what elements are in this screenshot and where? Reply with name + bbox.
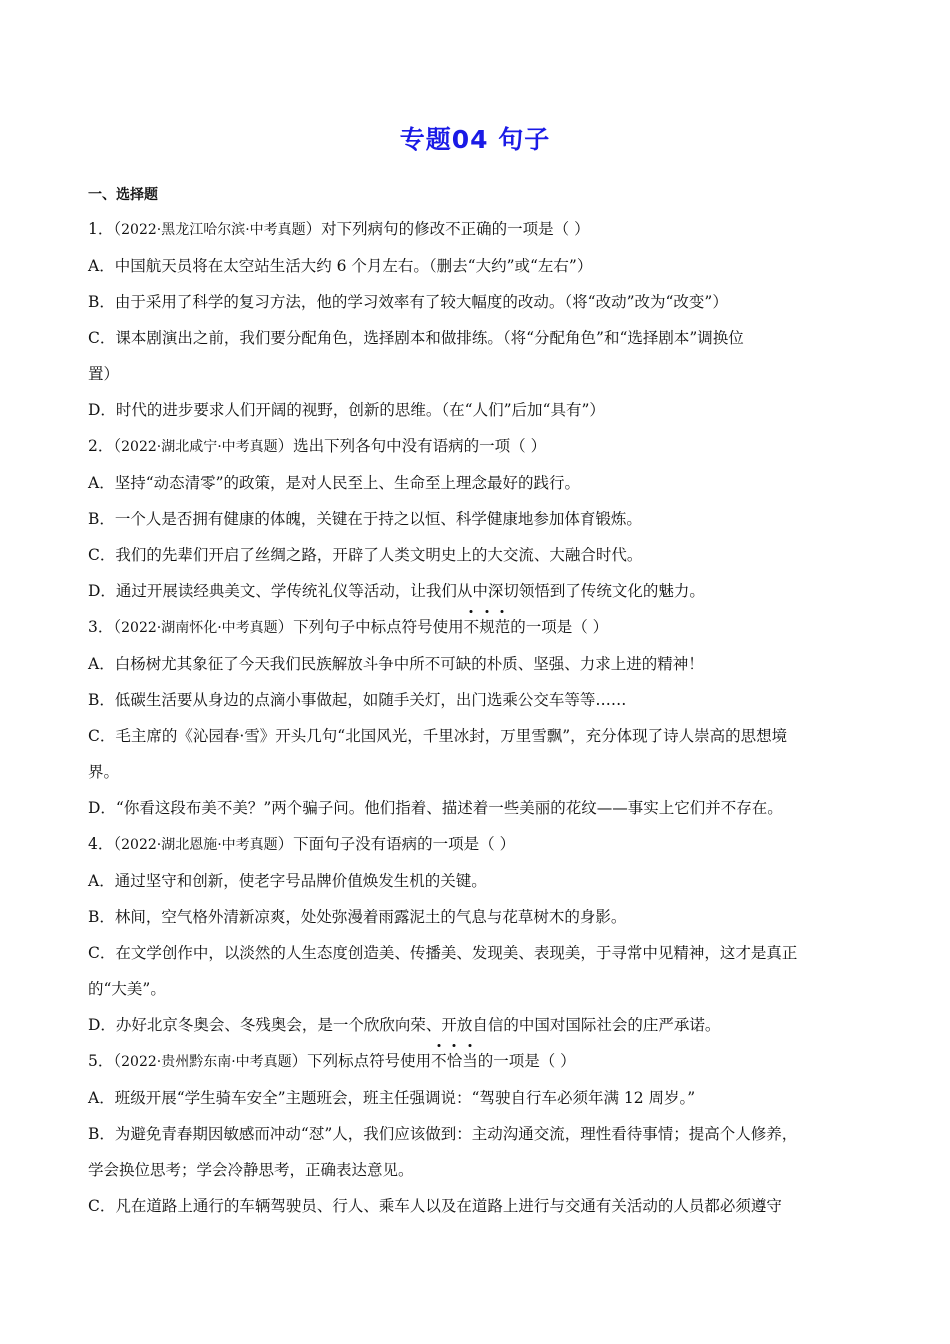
option-line: B．林间，空气格外清新凉爽，处处弥漫着雨露泥土的气息与花草树木的身影。 (88, 908, 627, 926)
emphasis-dotted-char: 当 (462, 1052, 478, 1070)
option-line: A．白杨树尤其象征了今天我们民族解放斗争中所不可缺的朴质、坚强、力求上进的精神！ (88, 655, 704, 673)
question-source: 2022·湖北咸宁·中考真题 (121, 439, 278, 455)
emphasis-dotted-char: 不 (463, 618, 480, 636)
option-line: D．“你看这段布美不美？”两个骗子问。他们指着、描述着一些美丽的花纹——事实上它们并不存在。 (88, 799, 783, 817)
section-heading: 一、选择题 (88, 187, 158, 203)
question-stem: 2．（2022·湖北咸宁·中考真题）选出下列各句中没有语病的一项（ ） (88, 437, 547, 455)
option-line: A．中国航天员将在太空站生活大约 6 个月左右。（删去“大约”或“左右”） (88, 257, 593, 275)
option-line: B．低碳生活要从身边的点滴小事做起，如随手关灯，出门选乘公交车等等…… (88, 691, 627, 709)
option-line: A．通过坚守和创新，使老字号品牌价值焕发生机的关键。 (88, 872, 487, 890)
question-stem: 4．（2022·湖北恩施·中考真题）下面句子没有语病的一项是（ ） (88, 835, 516, 853)
option-line-continued: 学会换位思考；学会冷静思考，正确表达意见。 (88, 1161, 414, 1179)
option-line: D．通过开展读经典美文、学传统礼仪等活动，让我们从中深切领悟到了传统文化的魅力。 (88, 582, 705, 600)
question-source: 2022·湖南怀化·中考真题 (121, 620, 278, 636)
option-line: A．班级开展“学生骑车安全”主题班会，班主任强调说：“驾驶自行车必须年满 12 周岁。” (88, 1089, 696, 1107)
option-line-continued: 置） (88, 365, 120, 383)
option-line: C．我们的先辈们开启了丝绸之路，开辟了人类文明史上的大交流、大融合时代。 (88, 546, 643, 564)
option-line: B．一个人是否拥有健康的体魄，关键在于持之以恒、科学健康地参加体育锻炼。 (88, 510, 642, 528)
option-line-continued: 的“大美”。 (88, 980, 166, 998)
option-line: C．毛主席的《沁园春·雪》开头几句“北国风光，千里冰封，万里雪飘”，充分体现了诗人崇高的思想境 (88, 727, 788, 745)
question-source: 2022·湖北恩施·中考真题 (121, 837, 278, 853)
question-stem: 3．（2022·湖南怀化·中考真题）下列句子中标点符号使用不规范的一项是（ ） (88, 618, 609, 636)
page-title: 专题04 句子 (399, 125, 551, 154)
option-line: C．在文学创作中，以淡然的人生态度创造美、传播美、发现美、表现美，于寻常中见精神，这才是真正 (88, 944, 798, 962)
option-line: D．办好北京冬奥会、冬残奥会，是一个欣欣向荣、开放自信的中国对国际社会的庄严承诺。 (88, 1016, 721, 1034)
question-list (88, 218, 872, 1231)
option-line: B．由于采用了科学的复习方法，他的学习效率有了较大幅度的改动。（将“改动”改为“改变”） (88, 293, 728, 311)
emphasis-dotted-char: 规 (479, 618, 495, 636)
question-source: 2022·黑龙江哈尔滨·中考真题 (121, 222, 306, 238)
option-line: A．坚持“动态清零”的政策，是对人民至上、生命至上理念最好的践行。 (88, 474, 581, 492)
emphasis-dotted-char: 范 (494, 618, 511, 636)
option-line: B．为避免青春期因敏感而冲动“怼”人，我们应该做到：主动沟通交流，理性看待事情；提高个人修养， (88, 1125, 798, 1143)
question-stem: 5．（2022·贵州黔东南·中考真题）下列标点符号使用不恰当的一项是（ ） (88, 1052, 576, 1070)
option-line: D．时代的进步要求人们开阔的视野，创新的思维。（在“人们”后加“具有”） (88, 401, 605, 419)
question-source: 2022·贵州黔东南·中考真题 (121, 1054, 292, 1070)
emphasis-dotted-char: 不 (431, 1052, 447, 1070)
option-line: C．凡在道路上通行的车辆驾驶员、行人、乘车人以及在道路上进行与交通有关活动的人员都必须遵守 (88, 1197, 782, 1215)
option-line: C．课本剧演出之前，我们要分配角色，选择剧本和做排练。（将“分配角色”和“选择剧本”调换位 (88, 329, 744, 347)
emphasis-dotted-char: 恰 (446, 1052, 463, 1070)
option-line-continued: 界。 (88, 763, 120, 781)
question-stem: 1．（2022·黑龙江哈尔滨·中考真题）对下列病句的修改不正确的一项是（ ） (88, 220, 590, 238)
